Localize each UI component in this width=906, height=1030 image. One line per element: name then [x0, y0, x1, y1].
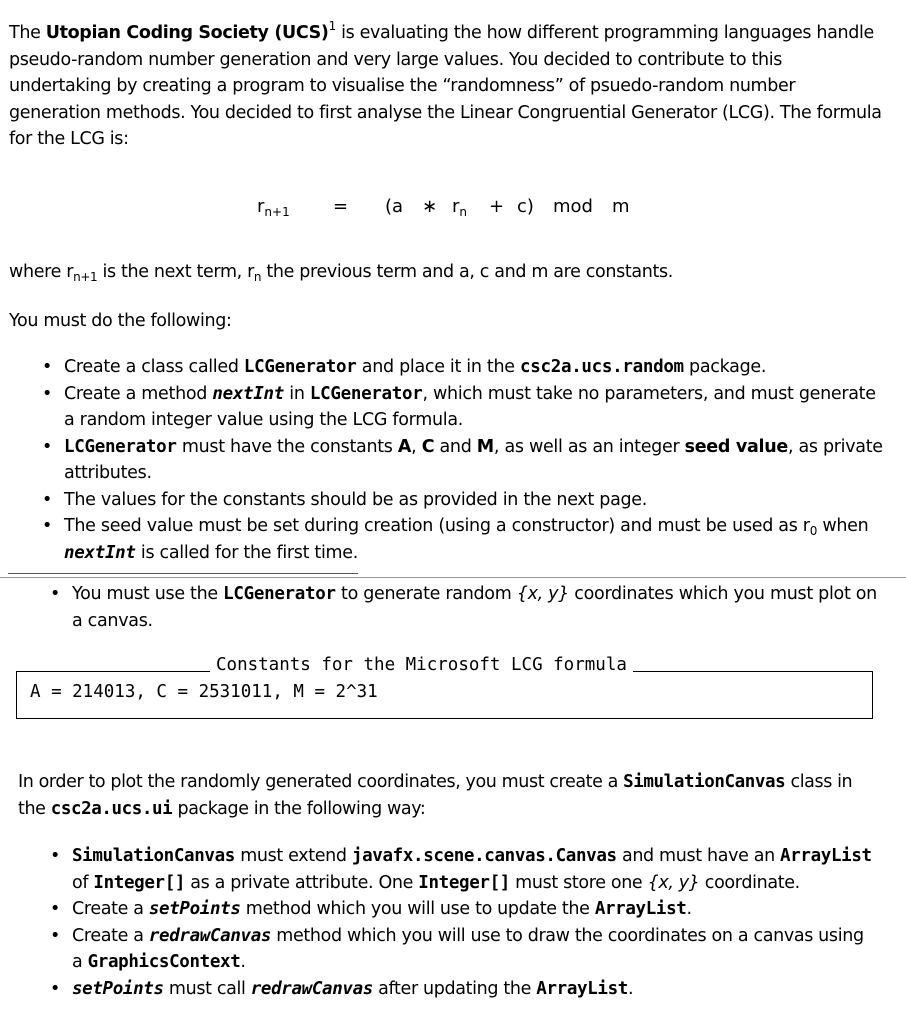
- list-item: • setPoints must call redrawCanvas after updating the ArrayList.: [46, 976, 876, 1003]
- list-item: • Create a method nextInt in LCGenerator, which must take no parameters, and must generate a random integer value using the LCG formula.: [38, 381, 888, 434]
- list-item: • The seed value must be set during creation (using a constructor) and must be used as $r_0$ when nextInt is called for the first time.: [38, 513, 888, 566]
- constants-title: Constants for the Microsoft LCG formula: [210, 654, 633, 676]
- list-item: • You must use the LCGenerator to generate random {x, y} coordinates which you must plot on a canvas.: [46, 581, 878, 634]
- coords-list: [46, 581, 878, 634]
- canvas-task-list: [46, 843, 876, 1002]
- must-heading: You must do the following:: [9, 311, 232, 331]
- list-item: • Create a setPoints method which you will use to update the ArrayList.: [46, 896, 876, 923]
- list-item: • Create a redrawCanvas method which you will use to draw the coordinates on a canvas using a GraphicsContext.: [46, 923, 876, 976]
- list-item: • SimulationCanvas must extend javafx.scene.canvas.Canvas and must have an ArrayList of Integer[] as a private attribute. One Integer[] must store one {x, y} coordinate.: [46, 843, 876, 896]
- list-item: • The values for the constants should be as provided in the next page.: [38, 487, 888, 514]
- task-list: [38, 354, 888, 566]
- intro-paragraph: The Utopian Coding Society (UCS)$^1$ is evaluating the how different programming languages handle pseudo-random number generation and very large values. You decided to contribute to this undertaking by creating a program to visualise the “randomness” of psuedo-random number generation methods. You decided to first analyse the Linear Congruential Generator (LCG). The formula for the LCG is:: [9, 19, 882, 149]
- constants-value: A = 214013, C = 2531011, M = 2^31: [30, 682, 378, 702]
- footnote-marker: 1: [328, 19, 336, 33]
- org-name: Utopian Coding Society (UCS): [45, 23, 329, 43]
- list-item: • Create a class called LCGenerator and place it in the csc2a.ucs.random package.: [38, 354, 888, 381]
- where-line: where $r_{n+1}$ is the next term, $r_n$ the previous term and a, c and m are constants.: [9, 262, 673, 284]
- list-item: • LCGenerator must have the constants A, C and M, as well as an integer seed value, as private attributes.: [38, 434, 888, 487]
- lcg-formula: $r_{n+1}$ = (a ∗ $r_n$ + c) mod m: [257, 196, 630, 219]
- divider-short: [8, 573, 358, 574]
- canvas-intro: In order to plot the randomly generated coordinates, you must create a SimulationCanvas class in the csc2a.ucs.ui package in the following way:: [18, 772, 853, 819]
- divider-long: [0, 577, 906, 578]
